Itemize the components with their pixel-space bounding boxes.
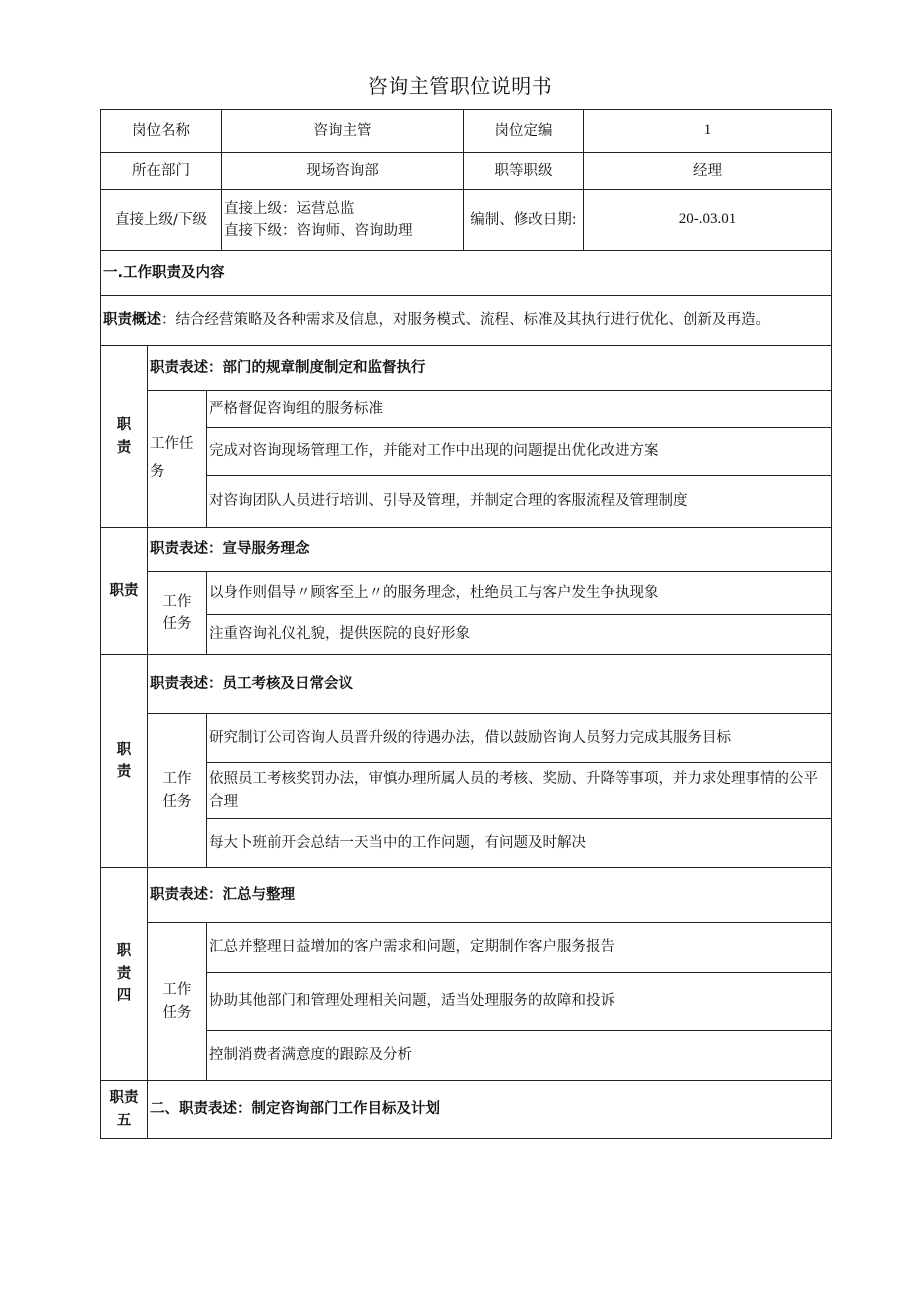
duty-1-task-2: 完成对咨询现场管理工作，并能对工作中出现的问题提出优化改进方案 <box>207 428 832 476</box>
section-row <box>101 251 832 296</box>
duty-4-task-label: 工作 任务 <box>148 923 207 1081</box>
superior-label: 直接上级/下级 <box>101 190 222 251</box>
duty-4-task-3: 控制消费者满意度的跟踪及分析 <box>207 1031 832 1081</box>
duty-2-description: 职责表述：宣导服务理念 <box>148 528 832 572</box>
duty-3-label: 职 责 <box>101 655 148 868</box>
superior-value <box>222 190 464 251</box>
duty-1-description: 职责表述：部门的规章制度制定和监督执行 <box>148 346 832 391</box>
duty-5-description: 二、职责表述：制定咨询部门工作目标及计划 <box>148 1081 832 1139</box>
duty-3-description-row <box>101 655 832 714</box>
duty-4-task-1: 汇总并整理日益增加的客户需求和问题，定期制作客户服务报告 <box>207 923 832 973</box>
duty-3-description: 职责表述：员工考核及日常会议 <box>148 655 832 714</box>
position-name-value: 咨询主管 <box>222 110 464 153</box>
grade-label: 职等职级 <box>464 153 584 190</box>
duty-3-task-1: 研究制订公司咨询人员晋升级的待遇办法，借以鼓励咨询人员努力完成其服务目标 <box>207 714 832 763</box>
duty-2-task-row <box>101 572 832 615</box>
duty-3-task-row <box>101 819 832 868</box>
grade-value: 经理 <box>584 153 832 190</box>
duty-1-description-row <box>101 346 832 391</box>
duty-5-row <box>101 1081 832 1139</box>
duty-4-task-row <box>101 973 832 1031</box>
overview-text: ：结合经营策略及各种需求及信息，对服务模式、流程、标准及其执行进行优化、创新及再造。 <box>161 312 770 329</box>
overview-row <box>101 296 832 346</box>
overview-label: 职责概述 <box>103 312 161 329</box>
duty-3-task-row <box>101 763 832 819</box>
headcount-value: 1 <box>584 110 832 153</box>
duty-5-label: 职责 五 <box>101 1081 148 1139</box>
overview-cell <box>101 296 832 346</box>
edit-date-value: 20-.03.01 <box>584 190 832 251</box>
department-value: 现场咨询部 <box>222 153 464 190</box>
duty-4-label: 职 责 四 <box>101 868 148 1081</box>
header-row-superior <box>101 190 832 251</box>
header-row-department <box>101 153 832 190</box>
duty-3-task-label: 工作 任务 <box>148 714 207 868</box>
duty-3-task-row <box>101 714 832 763</box>
duty-1-task-row <box>101 391 832 428</box>
department-label: 所在部门 <box>101 153 222 190</box>
duty-1-task-row <box>101 428 832 476</box>
position-name-label: 岗位名称 <box>101 110 222 153</box>
duty-4-description-row <box>101 868 832 923</box>
job-description-table <box>100 109 832 1139</box>
duty-2-task-1: 以身作则倡导〃顾客至上〃的服务理念，杜绝员工与客户发生争执现象 <box>207 572 832 615</box>
duty-1-task-label: 工作任 务 <box>148 391 207 528</box>
duty-2-description-row <box>101 528 832 572</box>
duty-2-task-label: 工作 任务 <box>148 572 207 655</box>
header-row-position <box>101 110 832 153</box>
duty-2-label: 职责 <box>101 528 148 655</box>
duty-2-task-row <box>101 615 832 655</box>
duty-2-task-2: 注重咨询礼仪礼貌，提供医院的良好形象 <box>207 615 832 655</box>
duty-1-label: 职 责 <box>101 346 148 528</box>
direct-superior: 直接上级：运营总监 <box>224 200 355 217</box>
duty-1-task-3: 对咨询团队人员进行培训、引导及管理，并制定合理的客服流程及管理制度 <box>207 476 832 528</box>
duty-4-task-2: 协助其他部门和管理处理相关问题，适当处理服务的故障和投诉 <box>207 973 832 1031</box>
direct-subordinate: 直接下级：咨询师、咨询助理 <box>224 223 413 239</box>
duty-3-task-3: 每大卜班前开会总结一天当中的工作问题，有问题及时解决 <box>207 819 832 868</box>
duty-4-task-row <box>101 923 832 973</box>
duty-1-task-row <box>101 476 832 528</box>
section-title: 一.工作职责及内容 <box>101 251 832 296</box>
page-title: 咨询主管职位说明书 <box>367 74 553 98</box>
headcount-label: 岗位定编 <box>464 110 584 153</box>
duty-4-task-row <box>101 1031 832 1081</box>
duty-4-description: 职责表述：汇总与整理 <box>148 868 832 923</box>
duty-1-task-1: 严格督促咨询组的服务标准 <box>207 391 832 428</box>
edit-date-label: 编制、修改日期: <box>464 190 584 251</box>
duty-3-task-2: 依照员工考核奖罚办法，审慎办理所属人员的考核、奖励、升降等事项，并力求处理事情的公平合理 <box>207 763 832 819</box>
